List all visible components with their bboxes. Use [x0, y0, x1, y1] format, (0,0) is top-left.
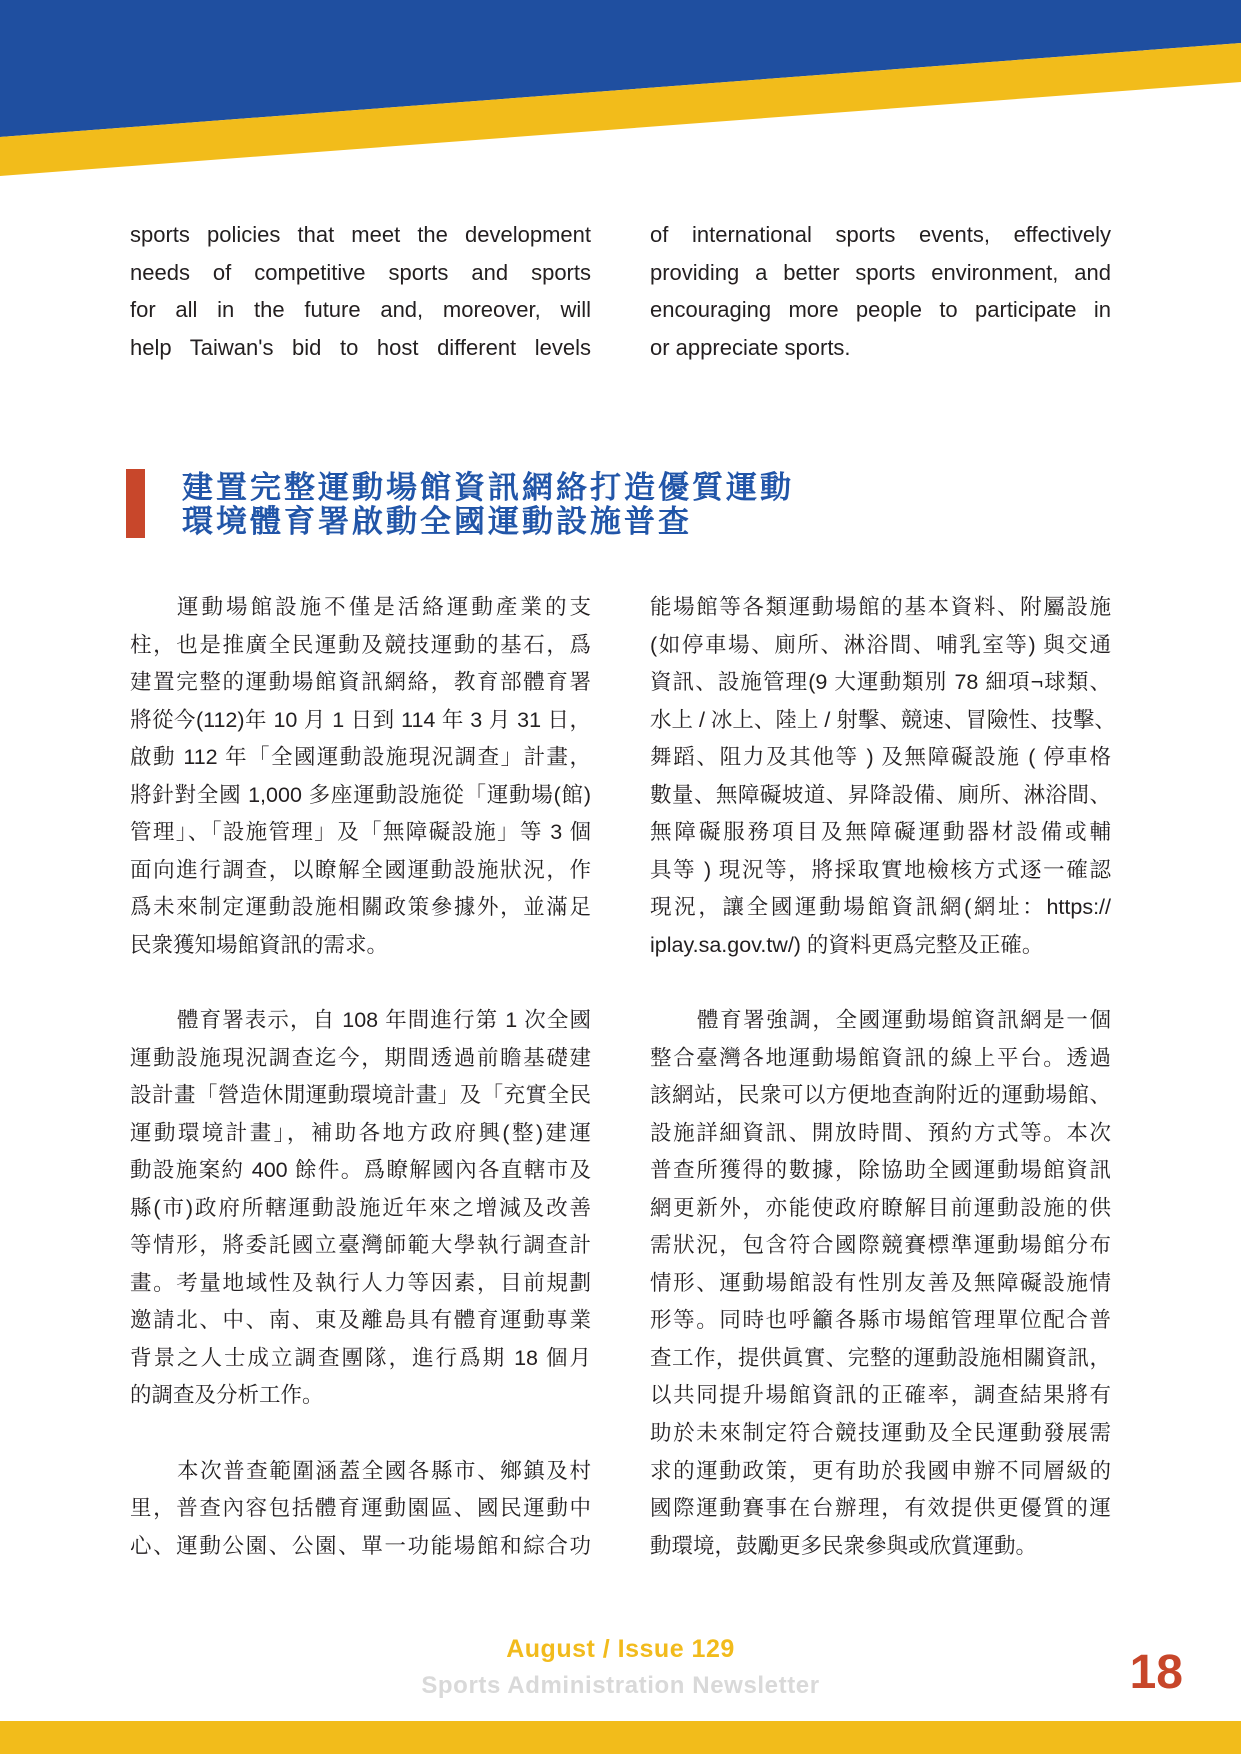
heading-line: 建置完整運動場館資訊網絡打造優質運動: [182, 470, 794, 505]
body-line: 面向進行調查，以瞭解全國運動設施狀況，作: [130, 857, 591, 882]
intro-text-line: for all in the future and, moreover, will: [130, 297, 591, 323]
paragraph: [130, 1002, 591, 1415]
body-line: 情形、運動場館設有性別友善及無障礙設施情: [650, 1270, 1111, 1295]
paragraph: [130, 1453, 591, 1566]
body-line: 整合臺灣各地運動場館資訊的線上平台。透過: [650, 1045, 1111, 1070]
intro-text-line: of international sports events, effectively: [650, 222, 1111, 247]
body-line: 體育署強調，全國運動場館資訊網是一個: [697, 1008, 1111, 1033]
paragraph: [650, 1002, 1111, 1565]
heading-accent-bar: [126, 469, 145, 538]
issue-label: August / Issue 129: [506, 1635, 735, 1663]
body-line: 運動場館設施不僅是活絡運動產業的支: [177, 595, 591, 619]
body-line: 普查所獲得的數據，除協助全國運動場館資訊: [650, 1158, 1111, 1183]
body-line: 助於未來制定符合競技運動及全民運動發展需: [650, 1421, 1111, 1446]
top-banner: [0, 0, 1241, 180]
body-line: 無障礙服務項目及無障礙運動器材設備或輔: [650, 820, 1111, 845]
body-line: 求的運動政策，更有助於我國申辦不同層級的: [650, 1458, 1111, 1483]
body-line: 將針對全國 1,000 多座運動設施從「運動場(館): [130, 782, 591, 807]
body-line: 民衆獲知場館資訊的需求。: [130, 932, 389, 957]
paragraph: [130, 589, 591, 964]
body-line: 設施詳細資訊、開放時間、預約方式等。本次: [650, 1120, 1111, 1145]
paragraph: [650, 589, 1116, 964]
publication-name: Sports Administration Newsletter: [421, 1672, 820, 1699]
body-line: 爲未來制定運動設施相關政策參據外，並滿足: [130, 895, 591, 920]
body-line: 查工作，提供眞實、完整的運動設施相關資訊，: [650, 1345, 1111, 1370]
intro-text-line: needs of competitive sports and sports: [130, 259, 591, 285]
intro-text-line: providing a better sports environment, and: [650, 259, 1111, 285]
body-line: 管理」、「設施管理」及「無障礙設施」等 3 個: [130, 820, 591, 845]
page-number: 18: [1129, 1646, 1183, 1699]
article-column-left: [130, 589, 591, 1565]
intro-column-right: [650, 216, 1111, 366]
heading-line: 環境體育署啟動全國運動設施普查: [182, 503, 692, 539]
intro-text-line: sports policies that meet the development: [130, 222, 591, 247]
body-line: 體育署表示，自 108 年間進行第 1 次全國: [177, 1008, 591, 1033]
body-line: 畫。考量地域性及執行人力等因素，目前規劃: [130, 1270, 591, 1295]
body-line: 形等。同時也呼籲各縣市場館管理單位配合普: [650, 1308, 1111, 1333]
body-line: 數量、無障礙坡道、昇降設備、廁所、淋浴間、: [650, 782, 1111, 807]
body-line: 心、運動公園、公園、單一功能場館和綜合功: [130, 1533, 591, 1558]
body-line: 網更新外，亦能使政府瞭解目前運動設施的供: [650, 1195, 1111, 1220]
body-line: 現況，讓全國運動場館資訊網(網址：https://: [650, 895, 1111, 920]
intro-text-line: encouraging more people to participate in: [650, 297, 1111, 323]
article-column-right: [650, 589, 1116, 1565]
body-line: 縣(市)政府所轄運動設施近年來之增減及改善: [130, 1195, 591, 1220]
body-line: 等情形，將委託國立臺灣師範大學執行調查計: [130, 1233, 591, 1258]
intro-text-line: help Taiwan's bid to host different levels: [130, 334, 591, 360]
body-line: 的調查及分析工作。: [130, 1383, 324, 1408]
body-line: 運動設施現況調查迄今，期間透過前瞻基礎建: [130, 1045, 591, 1070]
body-line: 背景之人士成立調查團隊，進行爲期 18 個月: [130, 1345, 591, 1370]
body-line: 柱，也是推廣全民運動及競技運動的基石，爲: [130, 632, 591, 657]
body-line: (如停車場、廁所、淋浴間、哺乳室等) 與交通: [650, 632, 1111, 657]
body-line: 水上 / 冰上、陸上 / 射擊、競速、冒險性、技擊、: [650, 707, 1116, 732]
intro-column-left: [130, 216, 591, 366]
body-line: 具等 ) 現況等，將採取實地檢核方式逐一確認: [650, 857, 1111, 882]
body-line: 啟動 112 年「全國運動設施現況調查」計畫，: [130, 745, 591, 770]
body-line: 運動環境計畫」，補助各地方政府興(整)建運: [130, 1120, 591, 1145]
body-line: 以共同提升場館資訊的正確率，調查結果將有: [650, 1383, 1111, 1408]
body-line: 里，普查內容包括體育運動園區、國民運動中: [130, 1496, 591, 1521]
body-line: 動環境，鼓勵更多民衆參與或欣賞運動。: [650, 1533, 1038, 1558]
body-line: 本次普查範圍涵蓋全國各縣市、鄉鎮及村: [177, 1458, 591, 1483]
body-line: 建置完整的運動場館資訊網絡，教育部體育署: [130, 670, 591, 695]
body-line: 需狀況，包含符合國際競賽標準運動場館分布: [650, 1233, 1111, 1258]
body-line: 動設施案約 400 餘件。爲瞭解國內各直轄市及: [130, 1158, 591, 1183]
bottom-yellow-bar: [0, 1721, 1241, 1754]
body-line: 設計畫「營造休閒運動環境計畫」及「充實全民: [130, 1083, 591, 1108]
body-line: iplay.sa.gov.tw/) 的資料更爲完整及正確。: [650, 932, 1044, 957]
body-line: 國際運動賽事在台辦理，有效提供更優質的運: [650, 1496, 1111, 1521]
body-line: 資訊、設施管理(9 大運動類別 78 細項¬球類、: [650, 670, 1111, 695]
section-heading: [182, 471, 794, 538]
body-line: 將從今(112)年 10 月 1 日到 114 年 3 月 31 日，: [130, 707, 591, 732]
intro-text-line: or appreciate sports.: [650, 334, 851, 360]
body-line: 該網站，民衆可以方便地查詢附近的運動場館、: [650, 1083, 1111, 1108]
body-line: 能場館等各類運動場館的基本資料、附屬設施: [650, 595, 1111, 619]
body-line: 邀請北、中、南、東及離島具有體育運動專業: [130, 1308, 591, 1333]
body-line: 舞蹈、阻力及其他等 ) 及無障礙設施 ( 停車格: [650, 745, 1111, 770]
